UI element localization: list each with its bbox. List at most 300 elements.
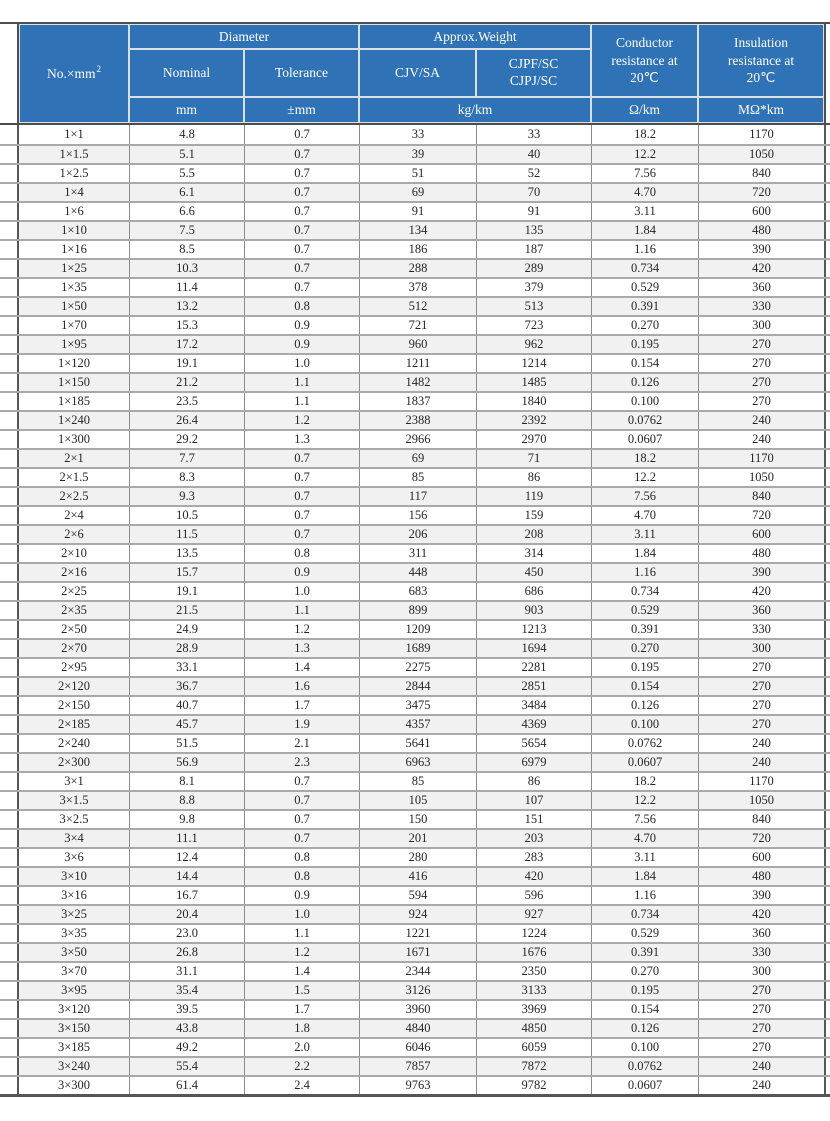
data-cell: 1.2 [244, 621, 359, 638]
row-size-cell: 3×2.5 [59, 812, 89, 826]
table-row [0, 619, 830, 638]
row-size-cell: 2×2.5 [59, 489, 89, 503]
data-cell: 4.70 [591, 184, 698, 201]
table-row-grid [17, 1077, 826, 1094]
table-row [0, 258, 830, 277]
unit-kg-per-km: kg/km [359, 97, 591, 123]
table-row [0, 999, 830, 1018]
data-cell: 0.195 [591, 659, 698, 676]
table-row-grid [17, 317, 826, 334]
data-cell: 0.126 [591, 697, 698, 714]
table-row-grid [17, 260, 826, 277]
data-cell: 187 [476, 241, 591, 258]
data-cell: 39.5 [129, 1001, 244, 1018]
data-cell: 0.8 [244, 545, 359, 562]
data-cell: 2.1 [244, 735, 359, 752]
data-cell: 600 [698, 849, 824, 866]
data-cell: 18.2 [591, 773, 698, 790]
data-cell: 1170 [698, 773, 824, 790]
table-row [0, 505, 830, 524]
table-body [0, 125, 830, 1097]
data-cell: 91 [476, 203, 591, 220]
table-header-grid [17, 24, 826, 123]
row-size-cell: 1×150 [57, 375, 91, 389]
data-cell: 4357 [359, 716, 476, 733]
data-cell: 3.11 [591, 526, 698, 543]
table-row-grid [17, 1020, 826, 1037]
table-row [0, 733, 830, 752]
table-row-grid [17, 621, 826, 638]
data-cell: 3.11 [591, 849, 698, 866]
data-cell: 840 [698, 811, 824, 828]
data-cell: 0.8 [244, 849, 359, 866]
table-row-grid [17, 146, 826, 163]
table-row [0, 1037, 830, 1056]
data-cell: 240 [698, 431, 824, 448]
data-cell: 0.8 [244, 868, 359, 885]
data-cell: 1837 [359, 393, 476, 410]
data-cell: 240 [698, 412, 824, 429]
data-cell: 0.270 [591, 963, 698, 980]
row-size-cell: 1×25 [61, 261, 87, 275]
table-row-grid [17, 697, 826, 714]
data-cell: 0.734 [591, 583, 698, 600]
table-row [0, 657, 830, 676]
row-size-cell: 2×185 [57, 717, 91, 731]
data-cell: 16.7 [129, 887, 244, 904]
table-row [0, 790, 830, 809]
data-cell: 20.4 [129, 906, 244, 923]
row-size-cell: 1×240 [57, 413, 91, 427]
data-cell: 2275 [359, 659, 476, 676]
data-cell: 119 [476, 488, 591, 505]
data-cell: 70 [476, 184, 591, 201]
table-row [0, 543, 830, 562]
data-cell: 28.9 [129, 640, 244, 657]
data-cell: 0.7 [244, 222, 359, 239]
data-cell: 721 [359, 317, 476, 334]
row-size-cell: 3×25 [61, 907, 87, 921]
row-size-cell: 2×1 [64, 451, 84, 465]
data-cell: 513 [476, 298, 591, 315]
col-group-approx-weight: Approx.Weight [359, 24, 591, 49]
data-cell: 0.9 [244, 564, 359, 581]
data-cell: 1050 [698, 146, 824, 163]
data-cell: 18.2 [591, 125, 698, 144]
data-cell: 159 [476, 507, 591, 524]
row-size-cell: 3×35 [61, 926, 87, 940]
row-size-cell: 3×240 [57, 1059, 91, 1073]
data-cell: 1211 [359, 355, 476, 372]
table-row-grid [17, 279, 826, 296]
data-cell: 927 [476, 906, 591, 923]
table-row [0, 1056, 830, 1075]
data-cell: 300 [698, 317, 824, 334]
data-cell: 288 [359, 260, 476, 277]
data-cell: 134 [359, 222, 476, 239]
data-cell: 2966 [359, 431, 476, 448]
data-cell: 208 [476, 526, 591, 543]
data-cell: 1676 [476, 944, 591, 961]
data-cell: 1.1 [244, 602, 359, 619]
data-cell: 9763 [359, 1077, 476, 1094]
data-cell: 55.4 [129, 1058, 244, 1075]
data-cell: 2.2 [244, 1058, 359, 1075]
row-size-cell: 1×50 [61, 299, 87, 313]
data-cell: 723 [476, 317, 591, 334]
data-cell: 4.8 [129, 125, 244, 144]
row-size-cell: 1×1 [64, 127, 84, 141]
data-cell: 270 [698, 374, 824, 391]
table-row-grid [17, 298, 826, 315]
data-cell: 31.1 [129, 963, 244, 980]
col-header-cjpf-line2: CJPJ/SC [509, 73, 558, 88]
data-cell: 280 [359, 849, 476, 866]
data-cell: 18.2 [591, 450, 698, 467]
table-row-grid [17, 241, 826, 258]
table-row [0, 296, 830, 315]
unit-megaohm-km: MΩ*km [698, 97, 824, 123]
data-cell: 330 [698, 944, 824, 961]
data-cell: 26.8 [129, 944, 244, 961]
data-cell: 903 [476, 602, 591, 619]
data-cell: 10.3 [129, 260, 244, 277]
data-cell: 26.4 [129, 412, 244, 429]
data-cell: 206 [359, 526, 476, 543]
table-row-grid [17, 125, 826, 144]
data-cell: 51 [359, 165, 476, 182]
table-row [0, 600, 830, 619]
data-cell: 683 [359, 583, 476, 600]
data-cell: 203 [476, 830, 591, 847]
table-row [0, 562, 830, 581]
data-cell: 270 [698, 355, 824, 372]
data-cell: 2.4 [244, 1077, 359, 1094]
data-cell: 13.2 [129, 298, 244, 315]
table-row-grid [17, 431, 826, 448]
data-cell: 1694 [476, 640, 591, 657]
data-cell: 8.8 [129, 792, 244, 809]
table-row-grid [17, 868, 826, 885]
data-cell: 11.5 [129, 526, 244, 543]
data-cell: 33 [476, 125, 591, 144]
data-cell: 0.100 [591, 716, 698, 733]
data-cell: 36.7 [129, 678, 244, 695]
data-cell: 0.9 [244, 887, 359, 904]
table-row-grid [17, 944, 826, 961]
data-cell: 594 [359, 887, 476, 904]
data-cell: 0.734 [591, 260, 698, 277]
data-cell: 0.7 [244, 811, 359, 828]
row-size-cell: 2×35 [61, 603, 87, 617]
col-header-cjpf-cjpj [476, 49, 591, 97]
data-cell: 2392 [476, 412, 591, 429]
data-cell: 1.0 [244, 583, 359, 600]
data-cell: 0.0607 [591, 431, 698, 448]
table-row-grid [17, 184, 826, 201]
data-cell: 0.529 [591, 279, 698, 296]
table-row [0, 220, 830, 239]
table-row-grid [17, 906, 826, 923]
table-row-grid [17, 564, 826, 581]
data-cell: 420 [698, 260, 824, 277]
data-cell: 7.5 [129, 222, 244, 239]
data-cell: 0.0762 [591, 1058, 698, 1075]
row-size-cell: 3×50 [61, 945, 87, 959]
table-row [0, 448, 830, 467]
data-cell: 899 [359, 602, 476, 619]
data-cell: 5641 [359, 735, 476, 752]
data-cell: 2388 [359, 412, 476, 429]
data-cell: 270 [698, 1020, 824, 1037]
row-size-cell: 3×70 [61, 964, 87, 978]
data-cell: 1050 [698, 792, 824, 809]
table-row-grid [17, 716, 826, 733]
data-cell: 2.0 [244, 1039, 359, 1056]
data-cell: 1.5 [244, 982, 359, 999]
data-cell: 0.195 [591, 982, 698, 999]
data-cell: 0.529 [591, 925, 698, 942]
data-cell: 720 [698, 507, 824, 524]
data-cell: 0.7 [244, 260, 359, 277]
data-cell: 1.3 [244, 431, 359, 448]
table-row [0, 1018, 830, 1037]
table-row-grid [17, 1001, 826, 1018]
table-row-grid [17, 583, 826, 600]
data-cell: 1170 [698, 125, 824, 144]
table-row-grid [17, 602, 826, 619]
data-cell: 3126 [359, 982, 476, 999]
data-cell: 4369 [476, 716, 591, 733]
data-cell: 1.84 [591, 868, 698, 885]
data-cell: 201 [359, 830, 476, 847]
data-cell: 0.154 [591, 1001, 698, 1018]
data-cell: 390 [698, 241, 824, 258]
data-cell: 15.3 [129, 317, 244, 334]
data-cell: 1671 [359, 944, 476, 961]
unit-mm: mm [129, 97, 244, 123]
data-cell: 300 [698, 640, 824, 657]
table-row-grid [17, 469, 826, 486]
data-cell: 360 [698, 279, 824, 296]
table-row [0, 353, 830, 372]
table-row [0, 866, 830, 885]
data-cell: 0.529 [591, 602, 698, 619]
data-cell: 600 [698, 526, 824, 543]
data-cell: 2851 [476, 678, 591, 695]
data-cell: 240 [698, 754, 824, 771]
data-cell: 7.7 [129, 450, 244, 467]
row-size-cell: 1×10 [61, 223, 87, 237]
data-cell: 0.100 [591, 1039, 698, 1056]
data-cell: 0.7 [244, 507, 359, 524]
data-cell: 9.8 [129, 811, 244, 828]
data-cell: 1.4 [244, 963, 359, 980]
data-cell: 720 [698, 830, 824, 847]
data-cell: 3960 [359, 1001, 476, 1018]
data-cell: 12.2 [591, 792, 698, 809]
row-size-cell: 1×1.5 [59, 147, 89, 161]
row-size-cell: 2×95 [61, 660, 87, 674]
data-cell: 3.11 [591, 203, 698, 220]
col-header-tolerance: Tolerance [244, 49, 359, 97]
row-size-cell: 1×35 [61, 280, 87, 294]
data-cell: 1689 [359, 640, 476, 657]
table-header [0, 22, 830, 125]
data-cell: 6.6 [129, 203, 244, 220]
data-cell: 962 [476, 336, 591, 353]
data-cell: 0.7 [244, 830, 359, 847]
col-header-nominal: Nominal [129, 49, 244, 97]
row-size-cell: 3×6 [64, 850, 84, 864]
table-row-grid [17, 1039, 826, 1056]
data-cell: 0.7 [244, 450, 359, 467]
data-cell: 2970 [476, 431, 591, 448]
data-cell: 390 [698, 564, 824, 581]
data-cell: 0.7 [244, 279, 359, 296]
data-cell: 0.9 [244, 317, 359, 334]
data-cell: 3969 [476, 1001, 591, 1018]
data-cell: 720 [698, 184, 824, 201]
data-cell: 283 [476, 849, 591, 866]
table-row-grid [17, 735, 826, 752]
data-cell: 12.2 [591, 469, 698, 486]
data-cell: 0.154 [591, 355, 698, 372]
table-row [0, 486, 830, 505]
data-cell: 0.7 [244, 526, 359, 543]
data-cell: 1050 [698, 469, 824, 486]
table-row-grid [17, 659, 826, 676]
data-cell: 0.734 [591, 906, 698, 923]
table-row-grid [17, 811, 826, 828]
data-cell: 4840 [359, 1020, 476, 1037]
table-row-grid [17, 488, 826, 505]
data-cell: 7.56 [591, 488, 698, 505]
row-size-cell: 2×300 [57, 755, 91, 769]
table-row [0, 752, 830, 771]
data-cell: 13.5 [129, 545, 244, 562]
data-cell: 0.270 [591, 317, 698, 334]
col-header-cjpf-line1: CJPF/SC [508, 56, 559, 72]
data-cell: 8.1 [129, 773, 244, 790]
data-cell: 0.7 [244, 146, 359, 163]
row-size-cell: 2×4 [64, 508, 84, 522]
table-row-grid [17, 678, 826, 695]
row-size-cell: 1×185 [57, 394, 91, 408]
data-cell: 105 [359, 792, 476, 809]
data-cell: 8.5 [129, 241, 244, 258]
col-header-size-label: No.×mm [47, 65, 96, 81]
table-row-grid [17, 545, 826, 562]
data-cell: 1213 [476, 621, 591, 638]
table-row [0, 714, 830, 733]
data-cell: 1.6 [244, 678, 359, 695]
row-size-cell: 2×50 [61, 622, 87, 636]
data-cell: 512 [359, 298, 476, 315]
data-cell: 1.16 [591, 564, 698, 581]
data-cell: 270 [698, 678, 824, 695]
data-cell: 270 [698, 982, 824, 999]
data-cell: 91 [359, 203, 476, 220]
data-cell: 1.7 [244, 1001, 359, 1018]
data-cell: 0.0607 [591, 754, 698, 771]
table-row [0, 163, 830, 182]
data-cell: 378 [359, 279, 476, 296]
data-cell: 3475 [359, 697, 476, 714]
row-size-cell: 2×16 [61, 565, 87, 579]
row-size-cell: 1×4 [64, 185, 84, 199]
table-row [0, 581, 830, 600]
row-size-cell: 1×2.5 [59, 166, 89, 180]
data-cell: 6.1 [129, 184, 244, 201]
table-row-grid [17, 963, 826, 980]
row-size-cell: 3×10 [61, 869, 87, 883]
table-row [0, 524, 830, 543]
table-row-grid [17, 412, 826, 429]
data-cell: 240 [698, 1077, 824, 1094]
data-cell: 1.16 [591, 241, 698, 258]
table-row-grid [17, 1058, 826, 1075]
data-cell: 51.5 [129, 735, 244, 752]
table-row [0, 980, 830, 999]
table-row-grid [17, 355, 826, 372]
data-cell: 0.270 [591, 640, 698, 657]
data-cell: 596 [476, 887, 591, 904]
data-cell: 1.3 [244, 640, 359, 657]
data-cell: 0.7 [244, 241, 359, 258]
row-size-cell: 3×150 [57, 1021, 91, 1035]
data-cell: 71 [476, 450, 591, 467]
data-cell: 1.84 [591, 222, 698, 239]
data-cell: 0.100 [591, 393, 698, 410]
row-size-cell: 3×185 [57, 1040, 91, 1054]
table-row-grid [17, 792, 826, 809]
data-cell: 17.2 [129, 336, 244, 353]
data-cell: 480 [698, 868, 824, 885]
data-cell: 23.0 [129, 925, 244, 942]
table-row-grid [17, 526, 826, 543]
table-row-grid [17, 773, 826, 790]
data-cell: 1.7 [244, 697, 359, 714]
data-cell: 7.56 [591, 165, 698, 182]
data-cell: 2350 [476, 963, 591, 980]
row-size-cell: 3×300 [57, 1078, 91, 1092]
col-header-cjv-sa: CJV/SA [359, 49, 476, 97]
table-row [0, 904, 830, 923]
data-cell: 1485 [476, 374, 591, 391]
data-cell: 33 [359, 125, 476, 144]
data-cell: 0.8 [244, 298, 359, 315]
data-cell: 150 [359, 811, 476, 828]
data-cell: 6963 [359, 754, 476, 771]
data-cell: 420 [476, 868, 591, 885]
table-row-grid [17, 849, 826, 866]
data-cell: 29.2 [129, 431, 244, 448]
data-cell: 270 [698, 1001, 824, 1018]
table-row-grid [17, 507, 826, 524]
data-cell: 480 [698, 545, 824, 562]
table-row [0, 201, 830, 220]
data-cell: 2.3 [244, 754, 359, 771]
table-row-grid [17, 925, 826, 942]
data-cell: 289 [476, 260, 591, 277]
row-size-cell: 2×240 [57, 736, 91, 750]
data-cell: 43.8 [129, 1020, 244, 1037]
data-cell: 924 [359, 906, 476, 923]
row-size-cell: 2×6 [64, 527, 84, 541]
data-cell: 7857 [359, 1058, 476, 1075]
data-cell: 49.2 [129, 1039, 244, 1056]
